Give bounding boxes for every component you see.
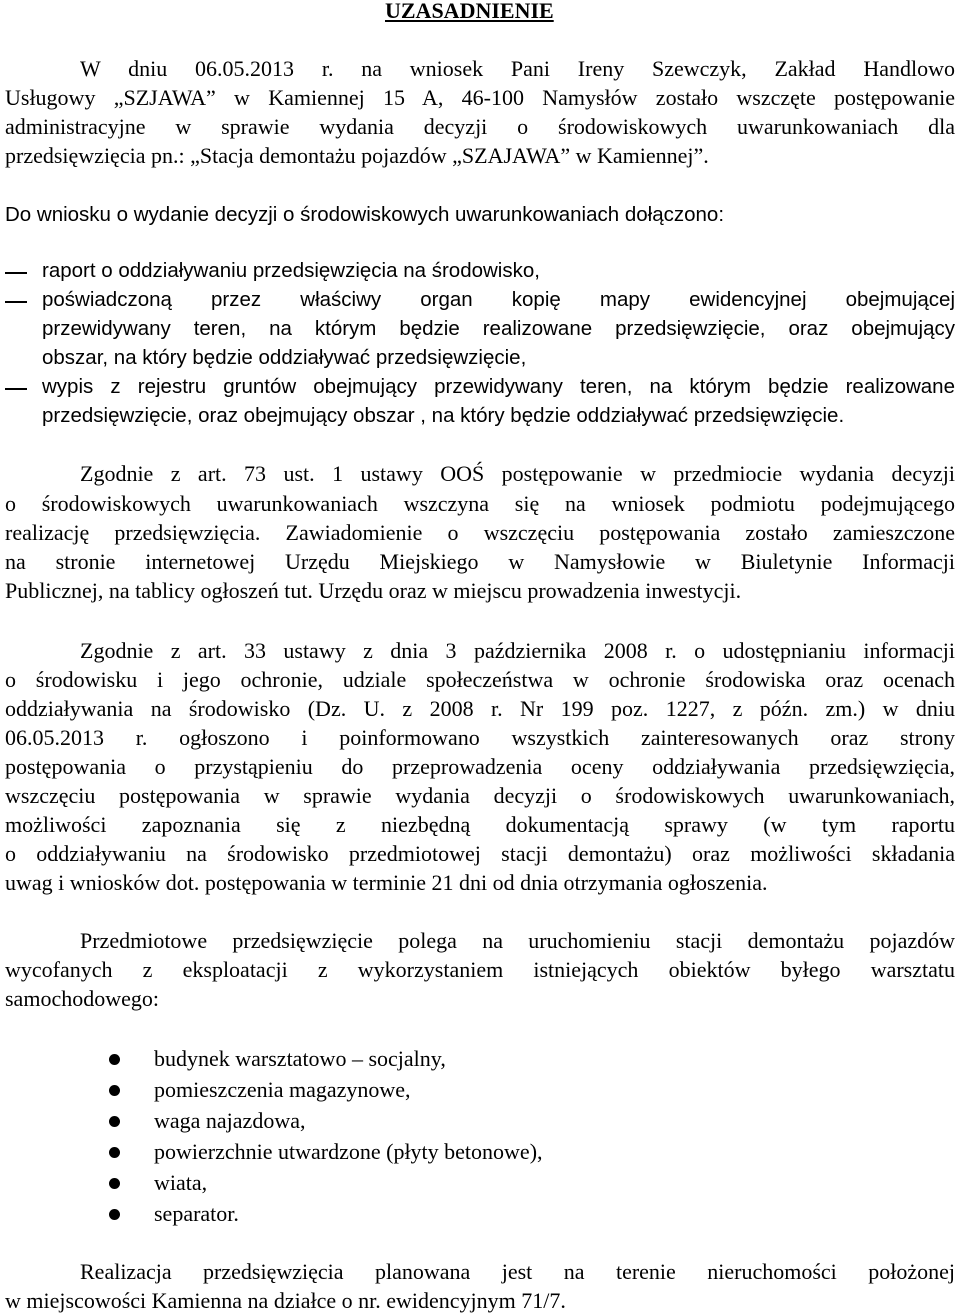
bullet-dot — [109, 1054, 120, 1065]
paragraph-3-line: realizację przedsięwzięcia. Zawiadomienie o wszczęciu postępowania zostało zamieszczone — [5, 520, 955, 545]
bullet-dot — [109, 1147, 120, 1158]
bullet-item: wiata, — [154, 1170, 208, 1195]
dash-marker — [5, 272, 27, 274]
dash-item-line: przedsięwzięcie, oraz obejmujący obszar , na który będzie oddziaływać przedsięwzięcie. — [42, 404, 845, 427]
paragraph-4-line: uwag i wniosków dot. postępowania w terminie 21 dni od dnia otrzymania ogłoszenia. — [5, 870, 768, 895]
bullet-item: pomieszczenia magazynowe, — [154, 1077, 411, 1102]
dash-item-line: poświadczoną przez właściwy organ kopię mapy ewidencyjnej obejmującej — [42, 288, 955, 311]
bullet-dot — [109, 1085, 120, 1096]
paragraph-1-line: przedsięwzięcia pn.: „Stacja demontażu pojazdów „SZAJAWA” w Kamiennej”. — [5, 143, 709, 168]
paragraph-4-line: Zgodnie z art. 33 ustawy z dnia 3 października 2008 r. o udostępnianiu informacji — [80, 638, 955, 663]
paragraph-3-line: Publicznej, na tablicy ogłoszeń tut. Urzędu oraz w miejscu prowadzenia inwestycji. — [5, 578, 742, 603]
paragraph-5-line: Przedmiotowe przedsięwzięcie polega na uruchomieniu stacji demontażu pojazdów — [80, 928, 955, 953]
paragraph-4-line: o oddziaływaniu na środowisko przedmiotowej stacji demontażu) oraz możliwości składania — [5, 841, 955, 866]
paragraph-5-line: wycofanych z eksploatacji z wykorzystaniem istniejących obiektów byłego warsztatu — [5, 957, 955, 982]
paragraph-6-line: Realizacja przedsięwzięcia planowana jest na terenie nieruchomości położonej — [80, 1259, 955, 1284]
bullet-item: waga najazdowa, — [154, 1108, 306, 1133]
paragraph-6-line: w miejscowości Kamienna na działce o nr. ewidencyjnym 71/7. — [5, 1288, 566, 1313]
paragraph-3-line: o środowiskowych uwarunkowaniach wszczyna się na wniosek podmiotu podejmującego — [5, 491, 955, 516]
paragraph-1-line: W dniu 06.05.2013 r. na wniosek Pani Ireny Szewczyk, Zakład Handlowo — [80, 56, 955, 81]
paragraph-3-line: na stronie internetowej Urzędu Miejskiego w Namysłowie w Biuletynie Informacji — [5, 549, 955, 574]
document-title: UZASADNIENIE — [385, 0, 554, 23]
dash-item-line: przewidywany teren, na którym będzie realizowane przedsięwzięcie, oraz obejmujący — [42, 317, 955, 340]
paragraph-4-line: o środowisku i jego ochronie, udziale społeczeństwa w ochronie środowiska oraz ocenach — [5, 667, 955, 692]
dash-item-line: obszar, na który będzie oddziaływać przedsięwzięcie, — [42, 346, 527, 369]
dash-item-line: wypis z rejestru gruntów obejmujący przewidywany teren, na którym będzie realizowane — [42, 375, 955, 398]
paragraph-4-line: postępowania o przystąpieniu do przeprowadzenia oceny oddziaływania przedsięwzięcia, — [5, 754, 955, 779]
bullet-dot — [109, 1178, 120, 1189]
paragraph-1-line: administracyjne w sprawie wydania decyzji o środowiskowych uwarunkowaniach dla — [5, 114, 955, 139]
paragraph-5-line: samochodowego: — [5, 986, 159, 1011]
paragraph-4-line: wszczęciu postępowania w sprawie wydania decyzji o środowiskowych uwarunkowaniach, — [5, 783, 955, 808]
dash-marker — [5, 388, 27, 390]
attachments-intro: Do wniosku o wydanie decyzji o środowiskowych uwarunkowaniach dołączono: — [5, 203, 725, 226]
paragraph-4-line: możliwości zapoznania się z niezbędną dokumentacją sprawy (w tym raportu — [5, 812, 955, 837]
paragraph-1-line: Usługowy „SZJAWA” w Kamiennej 15 A, 46-100 Namysłów zostało wszczęte postępowanie — [5, 85, 955, 110]
paragraph-4-line: oddziaływania na środowisko (Dz. U. z 2008 r. Nr 199 poz. 1227, z późn. zm.) w dniu — [5, 696, 955, 721]
bullet-item: separator. — [154, 1201, 239, 1226]
paragraph-3-line: Zgodnie z art. 73 ust. 1 ustawy OOŚ postępowanie w przedmiocie wydania decyzji — [80, 461, 955, 486]
dash-marker — [5, 301, 27, 303]
bullet-dot — [109, 1209, 120, 1220]
dash-item-line: raport o oddziaływaniu przedsięwzięcia na środowisko, — [42, 259, 540, 282]
bullet-item: powierzchnie utwardzone (płyty betonowe), — [154, 1139, 543, 1164]
bullet-item: budynek warsztatowo – socjalny, — [154, 1046, 446, 1071]
paragraph-4-line: 06.05.2013 r. ogłoszono i poinformowano wszystkich zainteresowanych oraz strony — [5, 725, 955, 750]
bullet-dot — [109, 1116, 120, 1127]
